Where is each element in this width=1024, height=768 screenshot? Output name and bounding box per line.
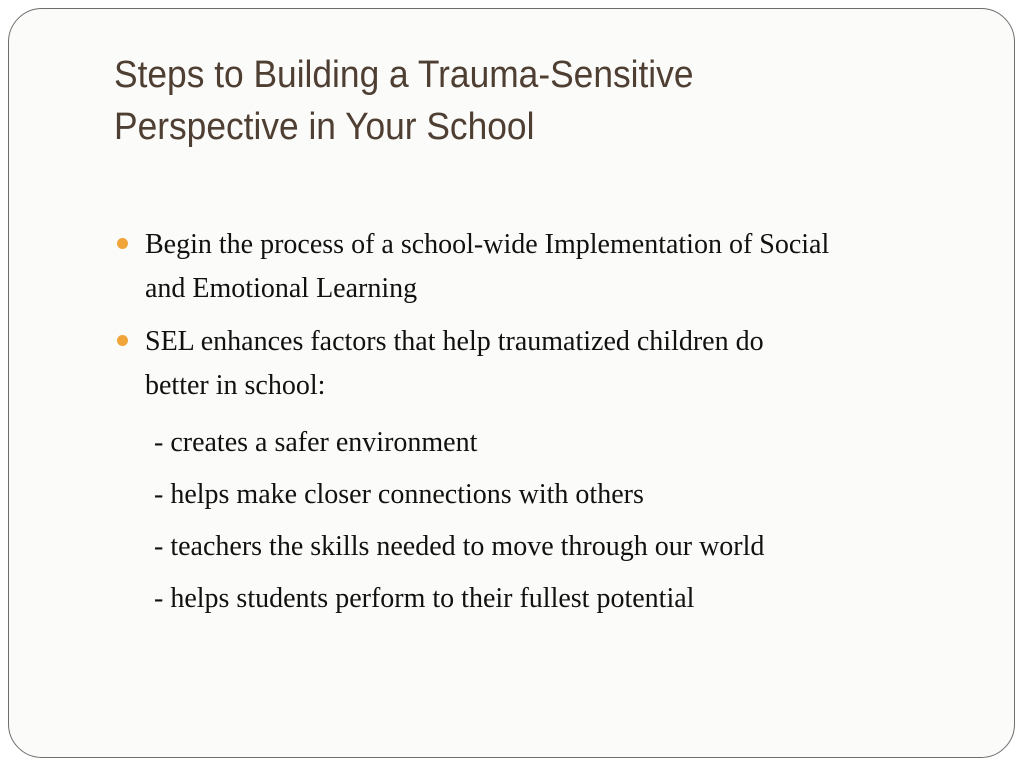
bullet-dot-icon — [117, 335, 128, 346]
bullet-dot-icon — [117, 238, 128, 249]
bullet-item-2 — [117, 320, 967, 408]
title-line-2: Perspective in Your School — [114, 106, 535, 148]
slide-title — [114, 49, 877, 153]
bullet-item-1 — [117, 223, 967, 311]
sub-item-skills-needed: - teachers the skills needed to move through our world — [154, 531, 765, 562]
slide-body — [117, 223, 967, 625]
sub-item-fullest-potential: - helps students perform to their fullest potential — [154, 583, 695, 614]
sub-item-closer-connections: - helps make closer connections with others — [154, 479, 644, 510]
slide — [8, 8, 1015, 758]
sub-item-safer-environment: - creates a safer environment — [154, 427, 478, 458]
bullet-1-line-2: and Emotional Learning — [145, 273, 418, 304]
bullet-2-line-1: SEL enhances factors that help traumatized children do — [145, 326, 764, 357]
sub-item-list — [117, 417, 967, 625]
title-line-1: Steps to Building a Trauma-Sensitive — [114, 54, 694, 96]
bullet-2-line-2: better in school: — [145, 370, 326, 401]
bullet-1-line-1: Begin the process of a school-wide Implementation of Social — [145, 229, 830, 260]
